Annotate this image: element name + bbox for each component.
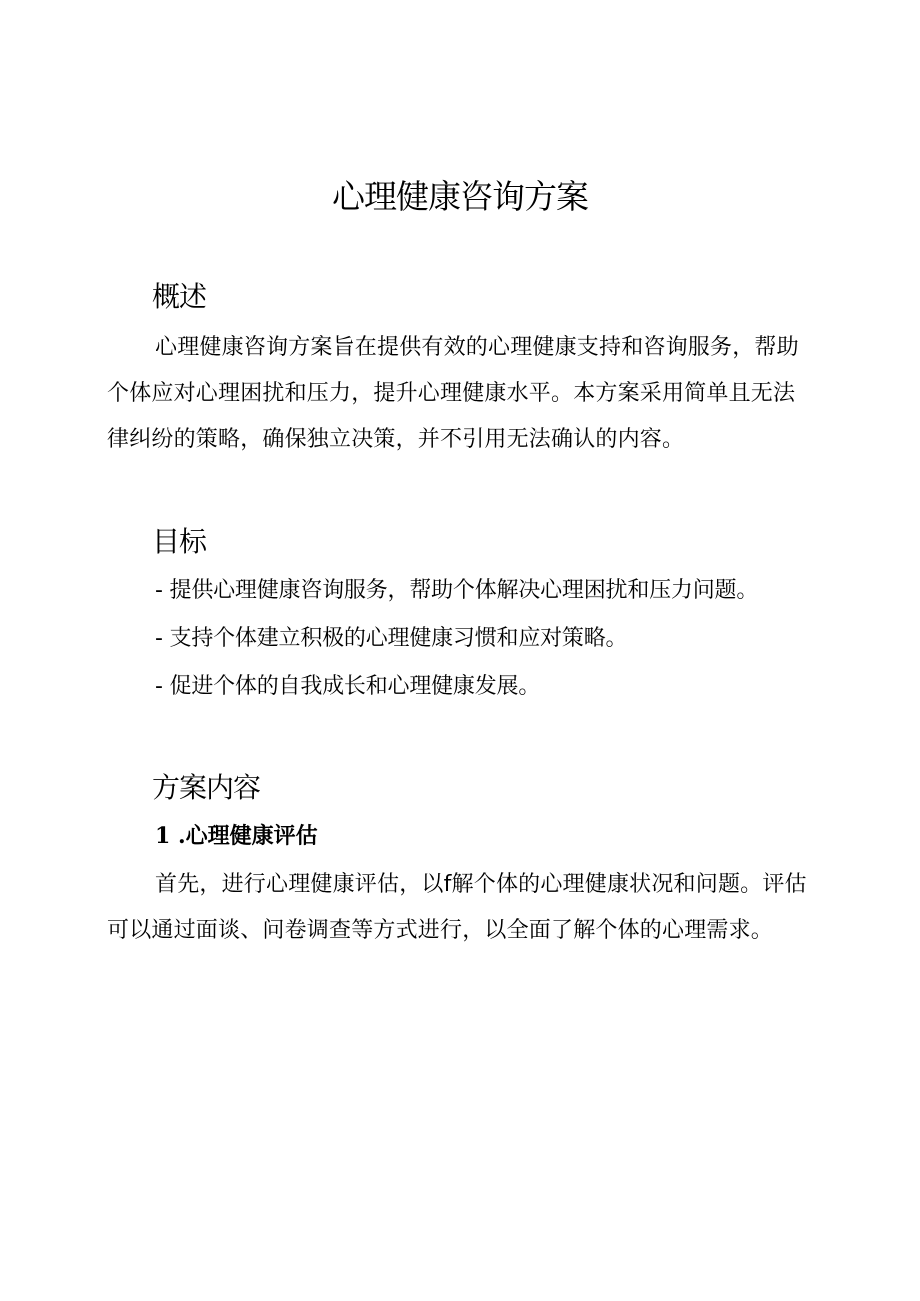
document-title: 心理健康咨询方案 (332, 177, 588, 216)
overview-paragraph: 心理健康咨询方案旨在提供有效的心理健康支持和咨询服务，帮助个体应对心理困扰和压力，提升心理健康水平。本方案采用简单且无法律纠纷的策略，确保独立决策，并不引用无法确认的内容。 (107, 335, 799, 452)
overview-heading: 概述 (152, 280, 207, 313)
goal-item-1: - 提供心理健康咨询服务，帮助个体解决心理困扰和压力问题。 (155, 578, 759, 603)
goal-item-3: - 促进个体的自我成长和心理健康发展。 (155, 674, 541, 699)
plan-content-heading: 方案内容 (152, 771, 261, 804)
goals-heading: 目标 (152, 525, 207, 558)
subsection-heading (155, 818, 318, 855)
subsection-title: 心理健康评估 (185, 824, 318, 849)
goal-item-2: - 支持个体建立积极的心理健康习惯和应对策略。 (155, 626, 628, 651)
assessment-paragraph: 首先，进行心理健康评估，以f解个体的心理健康状况和问题。评估可以通过面谈、问卷调查等方式进行，以全面了解个体的心理需求。 (107, 872, 807, 943)
subsection-number: 1 . (155, 823, 186, 849)
